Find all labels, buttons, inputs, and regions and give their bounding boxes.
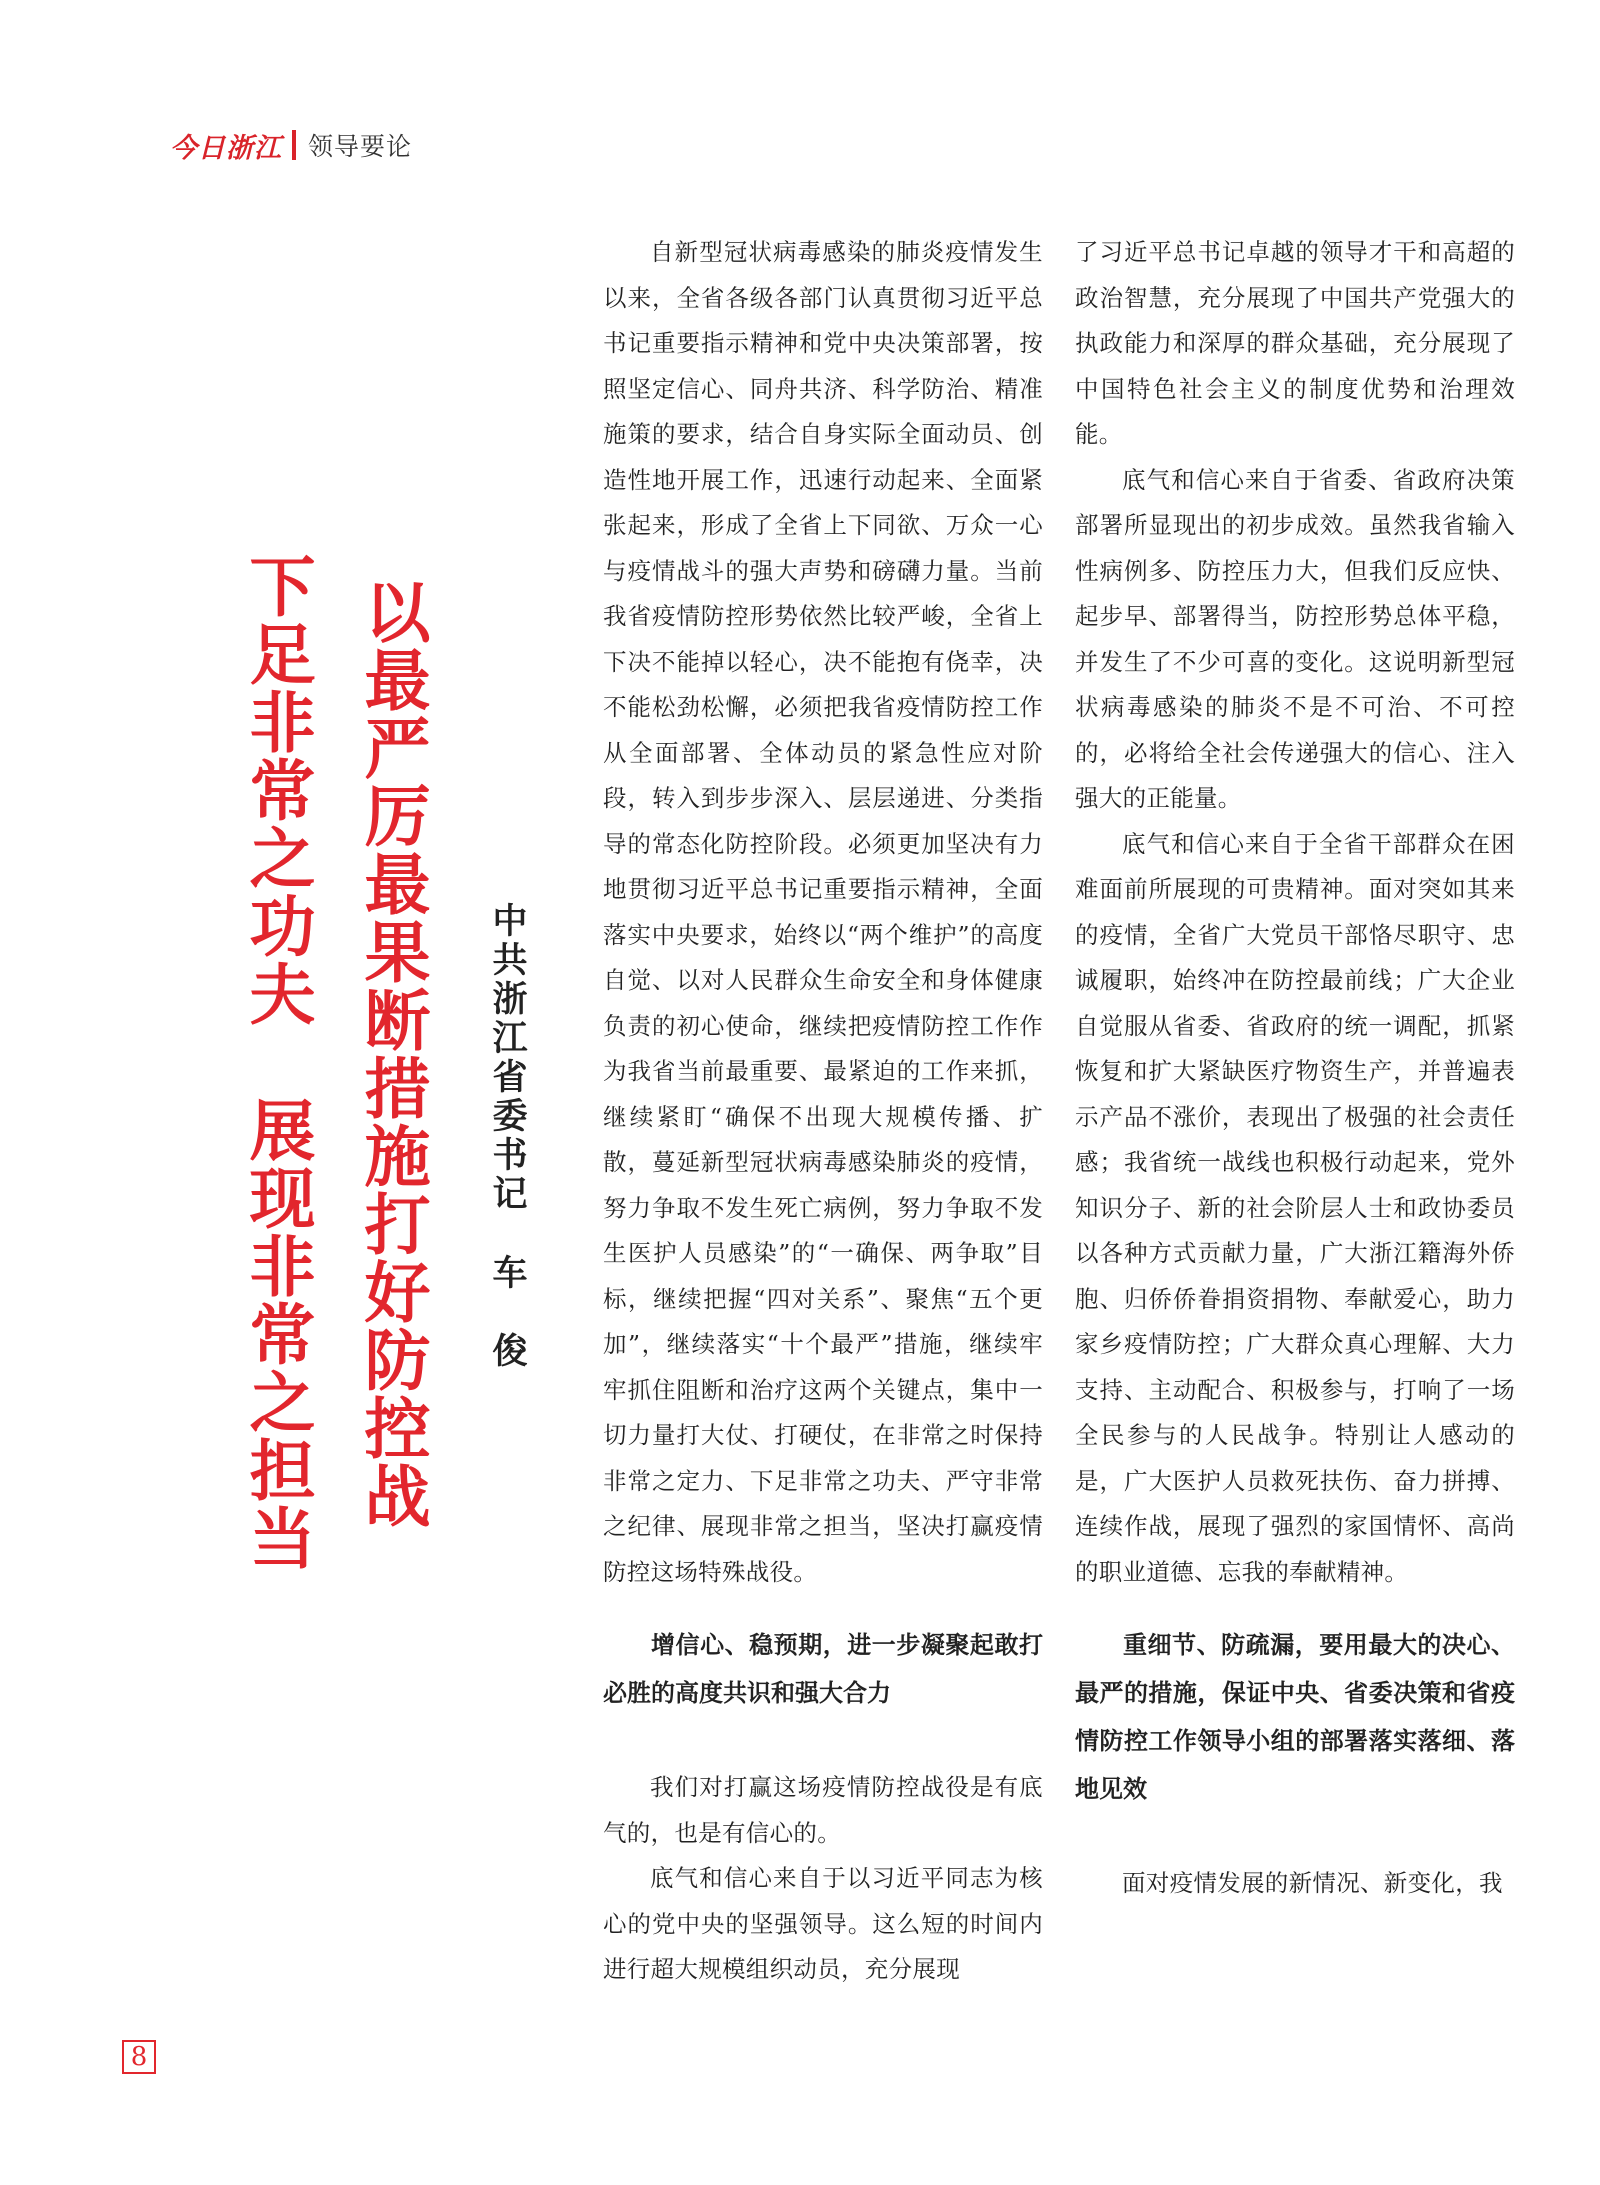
article-column-2 [1075, 230, 1515, 1907]
paragraph: 底气和信心来自于省委、省政府决策部署所显现出的初步成效。虽然我省输入性病例多、防控压力大，但我们反应快、起步早、部署得当，防控形势总体平稳，并发生了不少可喜的变化。这说明新型冠状病毒感染的肺炎不是不可治、不可控的，必将给全社会传递强大的信心、注入强大的正能量。 [1075, 465, 1515, 812]
paragraph: 面对疫情发展的新情况、新变化，我 [1122, 1869, 1503, 1897]
author-byline [487, 902, 527, 1371]
headline-main: 以最严厉最果断措施打好防控战 [353, 578, 430, 1530]
magazine-logo: 今日浙江 [170, 132, 282, 164]
paragraph: 我们对打赢这场疫情防控战役是有底气的，也是有信心的。 [603, 1773, 1043, 1847]
paragraph: 了习近平总书记卓越的领导才干和高超的政治智慧，充分展现了中国共产党强大的执政能力和深厚的群众基础，充分展现了中国特色社会主义的制度优势和治理效能。 [1075, 238, 1515, 448]
header-divider [292, 130, 296, 160]
author-name: 车 俊 [487, 1254, 527, 1371]
article-column-1 [603, 230, 1043, 1993]
headline-sub: 下足非常之功夫 展现非常之担当 [238, 552, 315, 1572]
author-org: 中共浙江省委书记 [487, 902, 527, 1214]
paragraph: 底气和信心来自于全省干部群众在困难面前所展现的可贵精神。面对突如其来的疫情，全省广大党员干部恪尽职守、忠诚履职，始终冲在防控最前线；广大企业自觉服从省委、省政府的统一调配，抓紧恢复和扩大紧缺医疗物资生产，并普遍表示产品不涨价，表现出了极强的社会责任感；我省统一战线也积极行动起来，党外知识分子、新的社会阶层人士和政协委员以各种方式贡献力量，广大浙江籍海外侨胞、归侨侨眷捐资捐物、奉献爱心，助力家乡疫情防控；广大群众真心理解、大力支持、主动配合、积极参与，打响了一场全民参与的人民战争。特别让人感动的是，广大医护人员救死扶伤、奋力拼搏、连续作战，展现了强烈的家国情怀、高尚的职业道德、忘我的奉献精神。 [1075, 829, 1515, 1586]
paragraph: 底气和信心来自于以习近平同志为核心的党中央的坚强领导。这么短的时间内进行超大规模组织动员，充分展现 [603, 1864, 1043, 1983]
section-name: 领导要论 [308, 132, 413, 161]
subheading: 重细节、防疏漏，要用最大的决心、最严的措施，保证中央、省委决策和省疫情防控工作领导小组的部署落实落细、落地见效 [1075, 1631, 1515, 1803]
page-number: 8 [122, 2040, 156, 2074]
subheading: 增信心、稳预期，进一步凝聚起敢打必胜的高度共识和强大合力 [603, 1631, 1043, 1707]
page-header [170, 120, 412, 170]
paragraph: 自新型冠状病毒感染的肺炎疫情发生以来，全省各级各部门认真贯彻习近平总书记重要指示精神和党中央决策部署，按照坚定信心、同舟共济、科学防治、精准施策的要求，结合自身实际全面动员、创造性地开展工作，迅速行动起来、全面紧张起来，形成了全省上下同欲、万众一心与疫情战斗的强大声势和磅礴力量。当前我省疫情防控形势依然比较严峻，全省上下决不能掉以轻心，决不能抱有侥幸，决不能松劲松懈，必须把我省疫情防控工作从全面部署、全体动员的紧急性应对阶段，转入到步步深入、层层递进、分类指导的常态化防控阶段。必须更加坚决有力地贯彻习近平总书记重要指示精神，全面落实中央要求，始终以“两个维护”的高度自觉、以对人民群众生命安全和身体健康负责的初心使命，继续把疫情防控工作作为我省当前最重要、最紧迫的工作来抓，继续紧盯“确保不出现大规模传播、扩散，蔓延新型冠状病毒感染肺炎的疫情，努力争取不发生死亡病例，努力争取不发生医护人员感染”的“一确保、两争取”目标，继续把握“四对关系”、聚焦“五个更加”，继续落实“十个最严”措施，继续牢牢抓住阻断和治疗这两个关键点，集中一切力量打大仗、打硬仗，在非常之时保持非常之定力、下足非常之功夫、严守非常之纪律、展现非常之担当，坚决打赢疫情防控这场特殊战役。 [603, 238, 1043, 1586]
